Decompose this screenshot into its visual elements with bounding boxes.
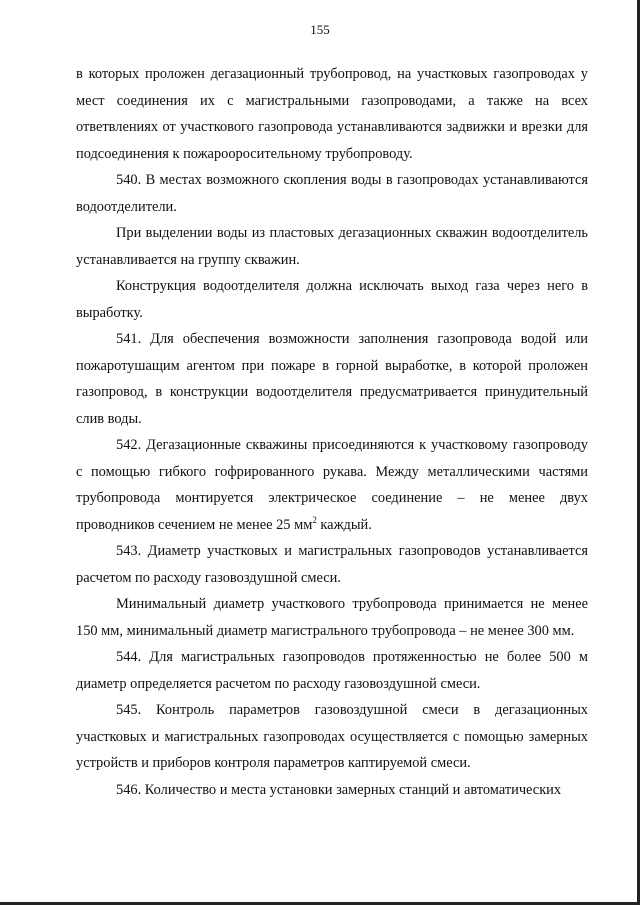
paragraph-541: 541. Для обеспечения возможности заполнения газопровода водой или пожаротушащим агентом при пожаре в горной выработке, в которой проложен газопровод, в конструкции водоотделителя предусматривается принудительный слив воды. xyxy=(76,331,588,427)
page-number: 155 xyxy=(310,22,330,37)
paragraph-continuation: в которых проложен дегазационный трубопровод, на участковых газопроводах у мест соединения их с магистральными газопроводами, а также на всех ответвлениях от участкового газопровода устанавливаются задвижки и врезки для подсоединения к пожарооросительному трубопроводу. xyxy=(76,66,588,162)
paragraph-546: 546. Количество и места установки замерных станций и автоматических xyxy=(116,781,562,798)
paragraph-540-water: При выделении воды из пластовых дегазационных скважин водоотделитель устанавливается на группу скважин. xyxy=(76,225,588,268)
paragraph-545: 545. Контроль параметров газовоздушной смеси в дегазационных участковых и магистральных газопроводах осуществляется с помощью замерных устройств и приборов контроля параметров каптируемой смеси. xyxy=(76,702,588,771)
paragraph-540: 540. В местах возможного скопления воды в газопроводах устанавливаются водоотделители. xyxy=(76,172,588,215)
paragraph-540-construction: Конструкция водоотделителя должна исключать выход газа через него в выработку. xyxy=(76,278,588,321)
paragraph-542-tail: каждый. xyxy=(316,516,372,533)
paragraph-543: 543. Диаметр участковых и магистральных газопроводов устанавливается расчетом по расходу газовоздушной смеси. xyxy=(76,543,588,586)
paragraph-542 xyxy=(76,432,588,538)
paragraph-542-text: 542. Дегазационные скважины присоединяются к участковому газопроводу с помощью гибкого гофрированного рукава. Между металлическими частями трубопровода монтируется электрическое соединение – не менее двух проводников сечением не менее 25 мм xyxy=(76,437,588,533)
superscript-2: 2 xyxy=(312,514,317,525)
paragraph-543-minimum: Минимальный диаметр участкового трубопровода принимается не менее 150 мм, минимальный диаметр магистрального трубопровода – не менее 300 мм. xyxy=(76,596,588,639)
paragraph-544: 544. Для магистральных газопроводов протяженностью не более 500 м диаметр определяется расчетом по расходу газовоздушной смеси. xyxy=(76,649,588,692)
document-body xyxy=(76,61,588,803)
